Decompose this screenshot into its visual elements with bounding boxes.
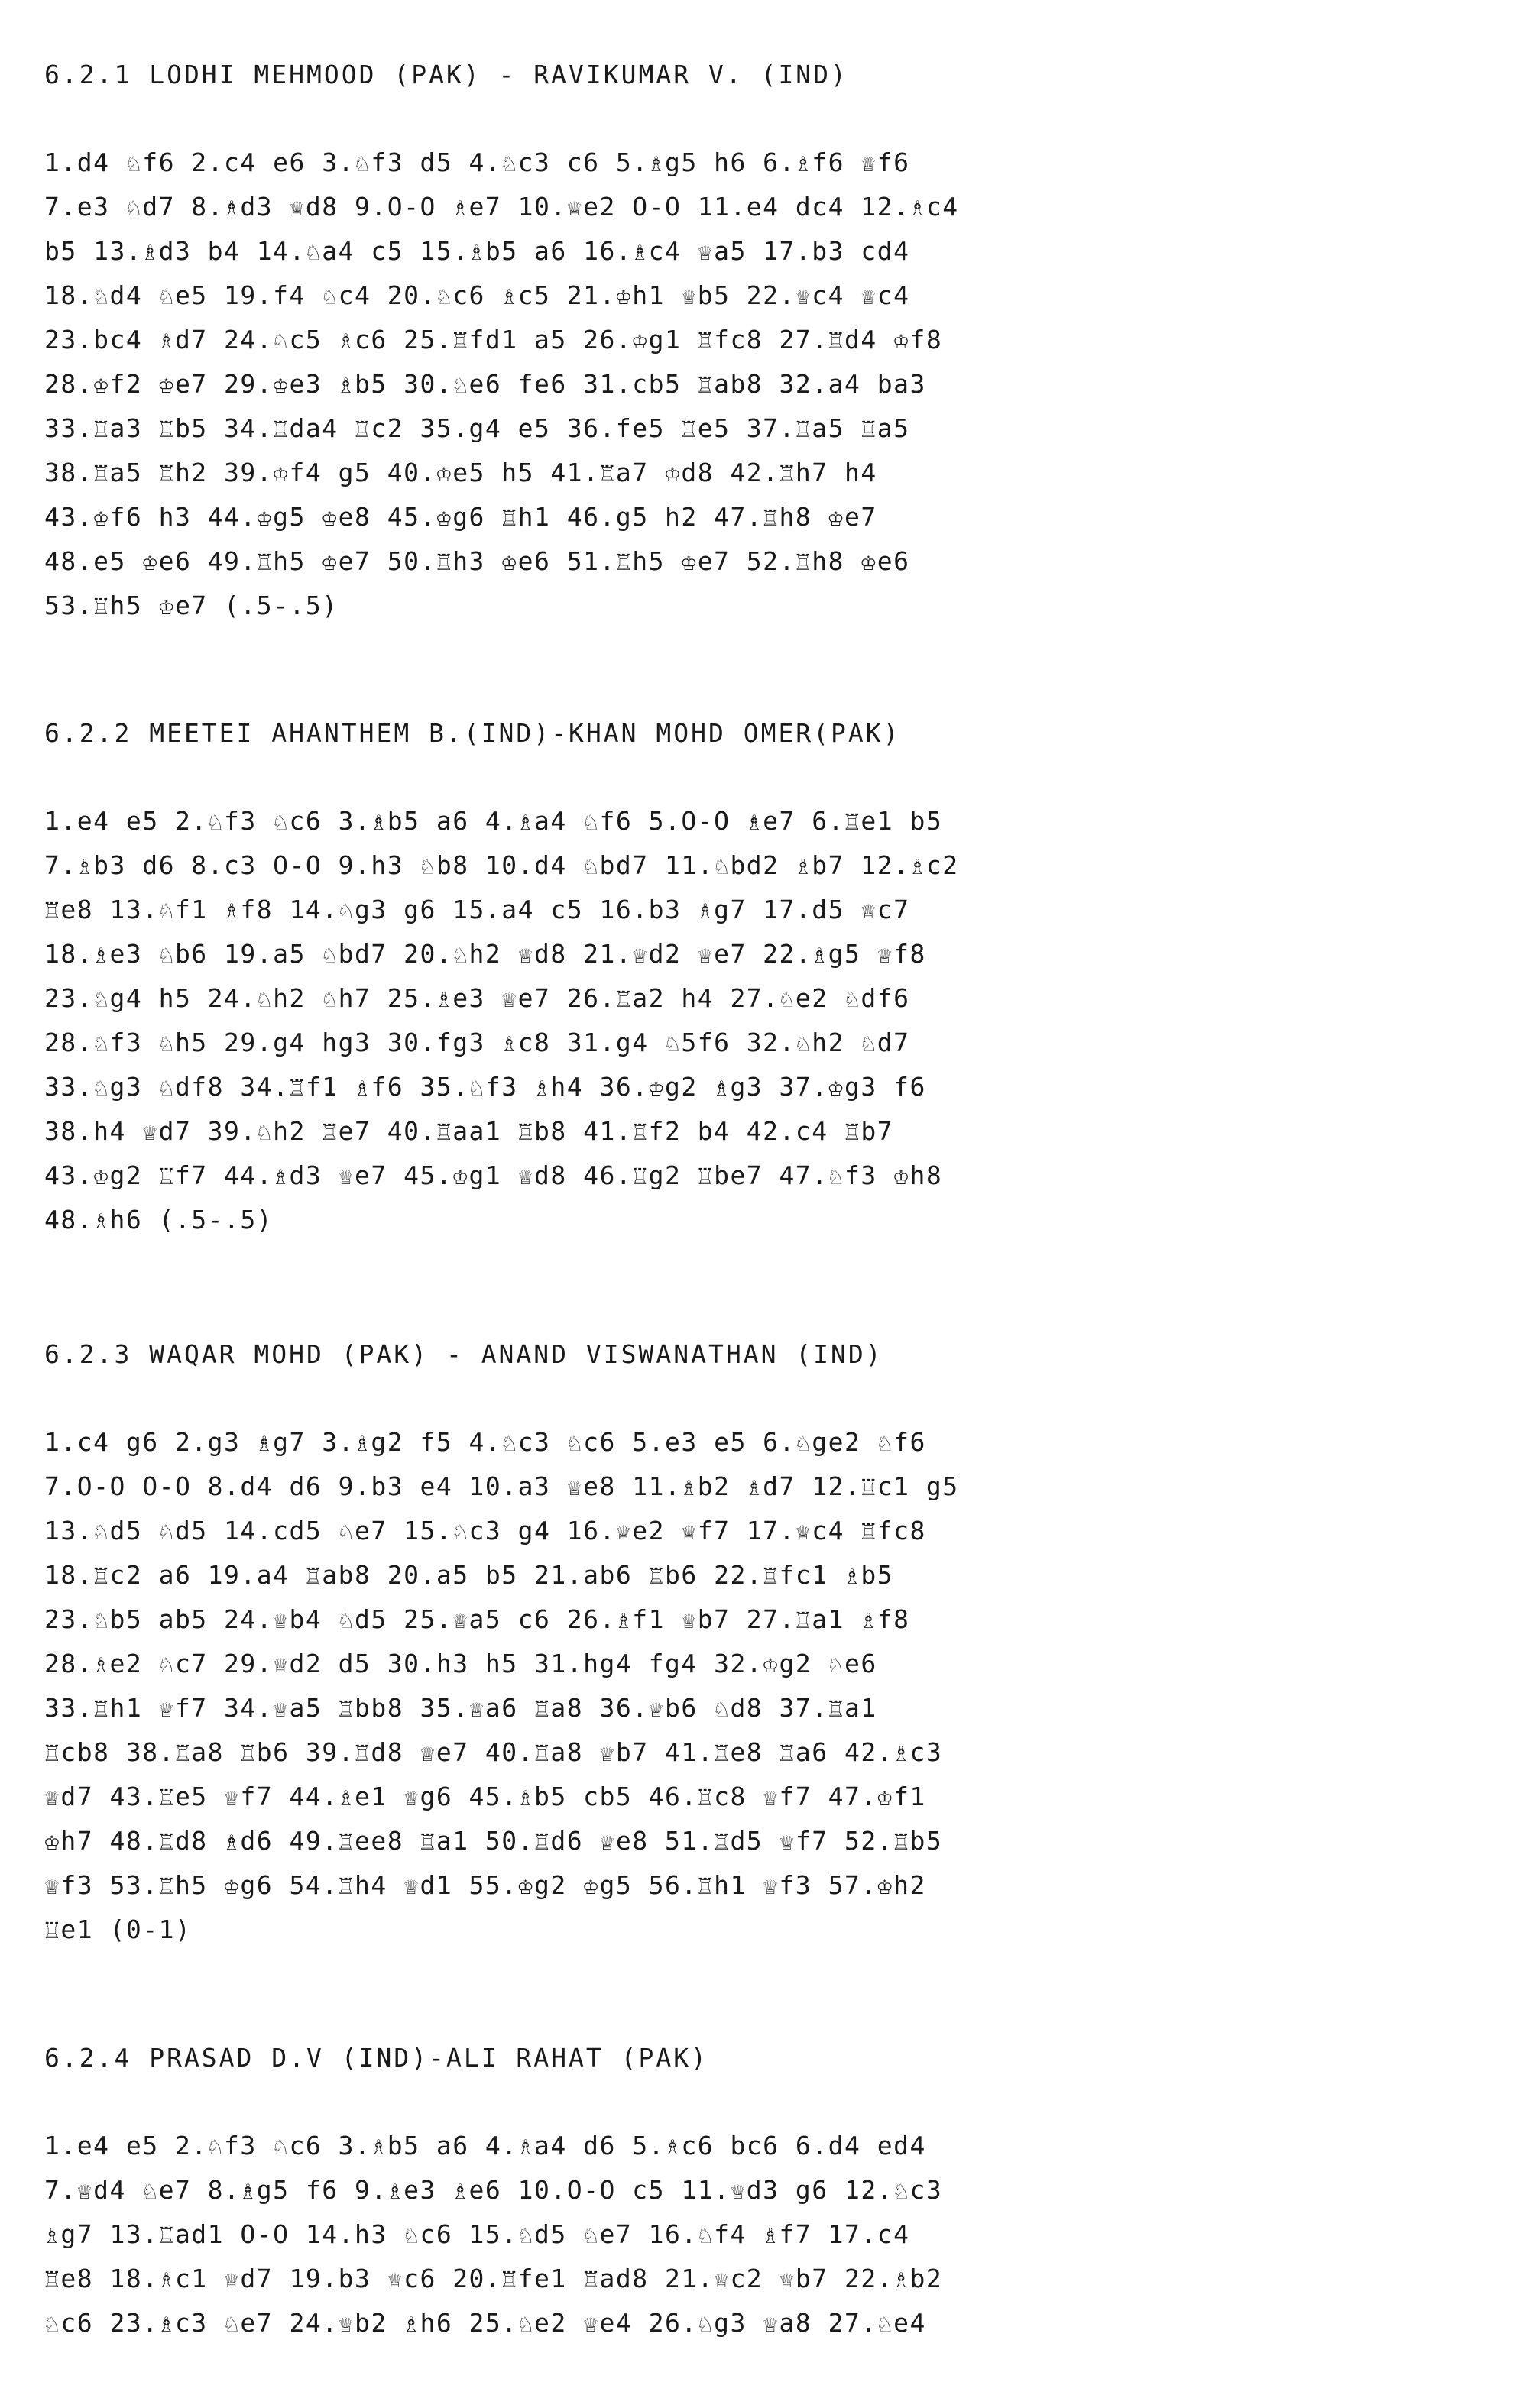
move-line: 28.♘f3 ♘h5 29.g4 hg3 30.fg3 ♗c8 31.g4 ♘5f6 32.♘h2 ♘d7 [44, 1028, 910, 1057]
move-line: 48.♗h6 (.5-.5) [44, 1205, 274, 1235]
game-heading: 6.2.2 MEETEI AHANTHEM B.(IND)-KHAN MOHD OMER(PAK) [44, 718, 901, 748]
move-line: 23.♘g4 h5 24.♘h2 ♘h7 25.♗e3 ♕e7 26.♖a2 h4 27.♘e2 ♘df6 [44, 983, 910, 1013]
move-line: ♖cb8 38.♖a8 ♖b6 39.♖d8 ♕e7 40.♖a8 ♕b7 41.♖e8 ♖a6 42.♗c3 [44, 1737, 943, 1767]
move-line: 7.e3 ♘d7 8.♗d3 ♕d8 9.O-O ♗e7 10.♕e2 O-O 11.e4 dc4 12.♗c4 [44, 192, 959, 222]
move-line: 48.e5 ♔e6 49.♖h5 ♔e7 50.♖h3 ♔e6 51.♖h5 ♔e7 52.♖h8 ♔e6 [44, 546, 910, 576]
move-line: 18.♘d4 ♘e5 19.f4 ♘c4 20.♘c6 ♗c5 21.♔h1 ♕b5 22.♕c4 ♕c4 [44, 280, 910, 310]
game-6-2-3 [44, 1339, 1466, 1952]
move-line: 7.♕d4 ♘e7 8.♗g5 f6 9.♗e3 ♗e6 10.O-O c5 11.♕d3 g6 12.♘c3 [44, 2175, 943, 2205]
move-line: 28.♔f2 ♔e7 29.♔e3 ♗b5 30.♘e6 fe6 31.cb5 ♖ab8 32.a4 ba3 [44, 369, 926, 399]
move-line: b5 13.♗d3 b4 14.♘a4 c5 15.♗b5 a6 16.♗c4 ♕a5 17.b3 cd4 [44, 236, 910, 266]
move-line: 13.♘d5 ♘d5 14.cd5 ♘e7 15.♘c3 g4 16.♕e2 ♕f7 17.♕c4 ♖fc8 [44, 1516, 926, 1545]
move-line: 33.♖a3 ♖b5 34.♖da4 ♖c2 35.g4 e5 36.fe5 ♖e5 37.♖a5 ♖a5 [44, 413, 910, 443]
game-heading: 6.2.1 LODHI MEHMOOD (PAK) - RAVIKUMAR V. (IND) [44, 60, 848, 89]
move-line: ♖e1 (0-1) [44, 1914, 192, 1944]
move-line: ♕d7 43.♖e5 ♕f7 44.♗e1 ♕g6 45.♗b5 cb5 46.♖c8 ♕f7 47.♔f1 [44, 1782, 926, 1811]
move-line: 1.e4 e5 2.♘f3 ♘c6 3.♗b5 a6 4.♗a4 d6 5.♗c6 bc6 6.d4 ed4 [44, 2131, 926, 2160]
move-line: 28.♗e2 ♘c7 29.♕d2 d5 30.h3 h5 31.hg4 fg4 32.♔g2 ♘e6 [44, 1649, 877, 1678]
move-line: 1.e4 e5 2.♘f3 ♘c6 3.♗b5 a6 4.♗a4 ♘f6 5.O-O ♗e7 6.♖e1 b5 [44, 806, 943, 836]
game-6-2-1 [44, 60, 1466, 628]
move-line: 7.O-O O-O 8.d4 d6 9.b3 e4 10.a3 ♕e8 11.♗b2 ♗d7 12.♖c1 g5 [44, 1471, 959, 1501]
move-line: ♖e8 18.♗c1 ♕d7 19.b3 ♕c6 20.♖fe1 ♖ad8 21.♕c2 ♕b7 22.♗b2 [44, 2264, 943, 2293]
move-line: 18.♖c2 a6 19.a4 ♖ab8 20.a5 b5 21.ab6 ♖b6 22.♖fc1 ♗b5 [44, 1560, 894, 1590]
move-line: 38.♖a5 ♖h2 39.♔f4 g5 40.♔e5 h5 41.♖a7 ♔d8 42.♖h7 h4 [44, 458, 877, 487]
move-list [44, 2124, 1466, 2345]
move-line: ♕f3 53.♖h5 ♔g6 54.♖h4 ♕d1 55.♔g2 ♔g5 56.♖h1 ♕f3 57.♔h2 [44, 1870, 926, 1900]
move-line: 38.h4 ♕d7 39.♘h2 ♖e7 40.♖aa1 ♖b8 41.♖f2 b4 42.c4 ♖b7 [44, 1116, 894, 1146]
move-line: 1.c4 g6 2.g3 ♗g7 3.♗g2 f5 4.♘c3 ♘c6 5.e3 e5 6.♘ge2 ♘f6 [44, 1427, 926, 1457]
game-6-2-4 [44, 2043, 1466, 2345]
move-list [44, 1420, 1466, 1952]
move-line: 53.♖h5 ♔e7 (.5-.5) [44, 591, 339, 620]
game-heading: 6.2.4 PRASAD D.V (IND)-ALI RAHAT (PAK) [44, 2043, 708, 2073]
move-line: 43.♔f6 h3 44.♔g5 ♔e8 45.♔g6 ♖h1 46.g5 h2 47.♖h8 ♔e7 [44, 502, 877, 532]
move-line: 7.♗b3 d6 8.c3 O-O 9.h3 ♘b8 10.d4 ♘bd7 11.♘bd2 ♗b7 12.♗c2 [44, 850, 959, 880]
move-line: ♖e8 13.♘f1 ♗f8 14.♘g3 g6 15.a4 c5 16.b3 ♗g7 17.d5 ♕c7 [44, 895, 910, 924]
move-list [44, 141, 1466, 628]
move-line: ♔h7 48.♖d8 ♗d6 49.♖ee8 ♖a1 50.♖d6 ♕e8 51.♖d5 ♕f7 52.♖b5 [44, 1826, 943, 1856]
move-list [44, 799, 1466, 1242]
move-line: 33.♖h1 ♕f7 34.♕a5 ♖bb8 35.♕a6 ♖a8 36.♕b6 ♘d8 37.♖a1 [44, 1693, 877, 1723]
move-line: ♘c6 23.♗c3 ♘e7 24.♕b2 ♗h6 25.♘e2 ♕e4 26.♘g3 ♕a8 27.♘e4 [44, 2308, 926, 2338]
game-heading: 6.2.3 WAQAR MOHD (PAK) - ANAND VISWANATHAN (IND) [44, 1339, 883, 1369]
move-line: 23.bc4 ♗d7 24.♘c5 ♗c6 25.♖fd1 a5 26.♔g1 ♖fc8 27.♖d4 ♔f8 [44, 325, 943, 354]
move-line: ♗g7 13.♖ad1 O-O 14.h3 ♘c6 15.♘d5 ♘e7 16.♘f4 ♗f7 17.c4 [44, 2219, 910, 2249]
move-line: 18.♗e3 ♘b6 19.a5 ♘bd7 20.♘h2 ♕d8 21.♕d2 ♕e7 22.♗g5 ♕f8 [44, 939, 926, 969]
game-6-2-2 [44, 718, 1466, 1242]
move-line: 1.d4 ♘f6 2.c4 e6 3.♘f3 d5 4.♘c3 c6 5.♗g5 h6 6.♗f6 ♕f6 [44, 147, 910, 177]
move-line: 43.♔g2 ♖f7 44.♗d3 ♕e7 45.♔g1 ♕d8 46.♖g2 ♖be7 47.♘f3 ♔h8 [44, 1160, 943, 1190]
move-line: 33.♘g3 ♘df8 34.♖f1 ♗f6 35.♘f3 ♗h4 36.♔g2 ♗g3 37.♔g3 f6 [44, 1072, 926, 1102]
move-line: 23.♘b5 ab5 24.♕b4 ♘d5 25.♕a5 c6 26.♗f1 ♕b7 27.♖a1 ♗f8 [44, 1604, 910, 1634]
